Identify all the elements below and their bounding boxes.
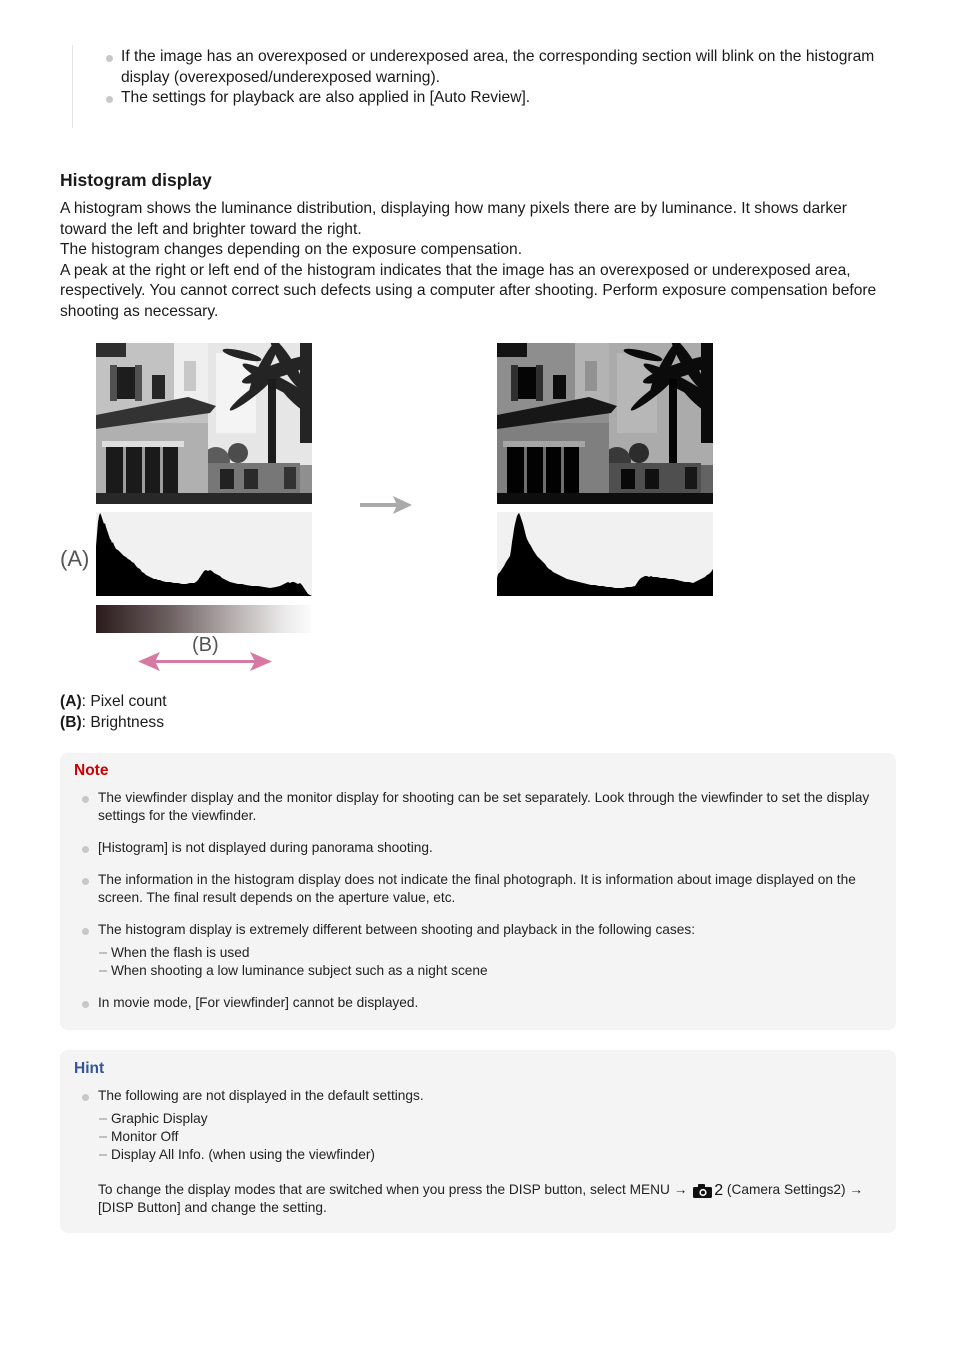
dash-icon bbox=[99, 1118, 107, 1120]
list-item bbox=[98, 921, 884, 980]
list-item bbox=[98, 1087, 884, 1217]
bullet-dot-icon bbox=[106, 55, 113, 62]
bullet-dot-icon bbox=[82, 796, 89, 803]
right-arrow-icon bbox=[358, 494, 414, 516]
paragraph: The histogram changes depending on the exposure compensation. bbox=[60, 241, 523, 258]
sub-list-item-text: Graphic Display bbox=[111, 1111, 208, 1126]
note-box bbox=[60, 753, 896, 1030]
bullet-dot-icon bbox=[82, 928, 89, 935]
list-item bbox=[98, 994, 884, 1012]
bullet-dot-icon bbox=[82, 1001, 89, 1008]
legend-text: : Pixel count bbox=[81, 693, 167, 710]
hint-title: Hint bbox=[74, 1060, 105, 1077]
list-item-text: The information in the histogram display does not indicate the final photograph. It is information about image displayed on the screen. The final result depends on the aperture value, etc. bbox=[98, 872, 856, 905]
instruction-text-after-icon: (Camera Settings2) → [DISP Button] and change the setting. bbox=[98, 1182, 864, 1215]
brightness-gradient-bar bbox=[96, 605, 311, 633]
disp-button-instructions bbox=[98, 1181, 884, 1217]
dash-icon bbox=[99, 970, 107, 972]
bullet-dot-icon bbox=[82, 846, 89, 853]
dash-icon bbox=[99, 1154, 107, 1156]
legend-item bbox=[60, 713, 167, 734]
top-bullet-list bbox=[72, 45, 890, 128]
dash-icon bbox=[99, 952, 107, 954]
hint-box bbox=[60, 1050, 896, 1233]
note-list bbox=[98, 789, 884, 1012]
list-item-text: If the image has an overexposed or underexposed area, the corresponding section will blink on the histogram display (overexposed/underexposed warning). bbox=[121, 48, 875, 86]
list-item bbox=[98, 871, 884, 907]
house-photo-under-exposure bbox=[497, 343, 713, 504]
sub-list-item bbox=[98, 962, 884, 980]
list-item-text: In movie mode, [For viewfinder] cannot be displayed. bbox=[98, 995, 419, 1010]
camera-settings2-icon bbox=[693, 1183, 723, 1198]
note-title: Note bbox=[74, 762, 109, 779]
list-item bbox=[73, 47, 890, 88]
list-item-text: [Histogram] is not displayed during panorama shooting. bbox=[98, 840, 433, 855]
sub-list-item-text: Monitor Off bbox=[111, 1129, 179, 1144]
section-title: Histogram display bbox=[60, 170, 212, 190]
list-item bbox=[73, 88, 890, 109]
figure-legend bbox=[60, 692, 167, 733]
list-item-text: The histogram display is extremely different between shooting and playback in the following cases: bbox=[98, 922, 696, 937]
list-item-text: The following are not displayed in the default settings. bbox=[98, 1088, 424, 1103]
sub-list bbox=[98, 944, 884, 980]
sub-list-item bbox=[98, 1128, 884, 1146]
legend-key: (B) bbox=[60, 713, 82, 731]
list-item-text: The settings for playback are also applied in [Auto Review]. bbox=[121, 89, 531, 106]
house-photo-normal-exposure bbox=[96, 343, 312, 504]
sub-list-item-text: When the flash is used bbox=[111, 945, 250, 960]
camera-settings-number: 2 bbox=[714, 1182, 724, 1199]
hint-list bbox=[98, 1087, 884, 1217]
sub-list-item-text: When shooting a low luminance subject such as a night scene bbox=[111, 963, 488, 978]
legend-key: (A) bbox=[60, 693, 82, 710]
double-headed-arrow-icon bbox=[136, 650, 274, 673]
histogram-before bbox=[96, 512, 312, 596]
sub-list-item bbox=[98, 1146, 884, 1164]
legend-item bbox=[60, 692, 167, 713]
sub-list-item bbox=[98, 1110, 884, 1128]
legend-text: : Brightness bbox=[81, 713, 164, 731]
dash-icon bbox=[99, 1136, 107, 1138]
section-body bbox=[60, 199, 890, 322]
bullet-dot-icon bbox=[82, 1094, 89, 1101]
bullet-dot-icon bbox=[82, 878, 89, 885]
sub-list bbox=[98, 1110, 884, 1164]
camera-icon bbox=[693, 1183, 712, 1198]
sub-list-item-text: Display All Info. (when using the viewfinder) bbox=[111, 1147, 375, 1162]
list-item bbox=[98, 839, 884, 857]
sub-list-item bbox=[98, 944, 884, 962]
paragraph: A peak at the right or left end of the histogram indicates that the image has an overexposed or underexposed area, respectively. You cannot correct such defects using a computer after shooting. Perform exposure compensation before shooting as necessary. bbox=[60, 261, 877, 320]
histogram-after bbox=[497, 512, 713, 596]
list-item-text: The viewfinder display and the monitor display for shooting can be set separately. Look through the viewfinder to set the display settings for the viewfinder. bbox=[98, 790, 870, 823]
instruction-text-before-icon: To change the display modes that are switched when you press the DISP button, select MENU → bbox=[98, 1182, 688, 1197]
figure-label-a: (A) bbox=[60, 546, 90, 571]
paragraph: A histogram shows the luminance distribution, displaying how many pixels there are by luminance. It shows darker toward the left and brighter toward the right. bbox=[60, 200, 848, 238]
list-item bbox=[98, 789, 884, 825]
figure-label-b: (B) bbox=[192, 634, 219, 656]
bullet-dot-icon bbox=[106, 96, 113, 103]
